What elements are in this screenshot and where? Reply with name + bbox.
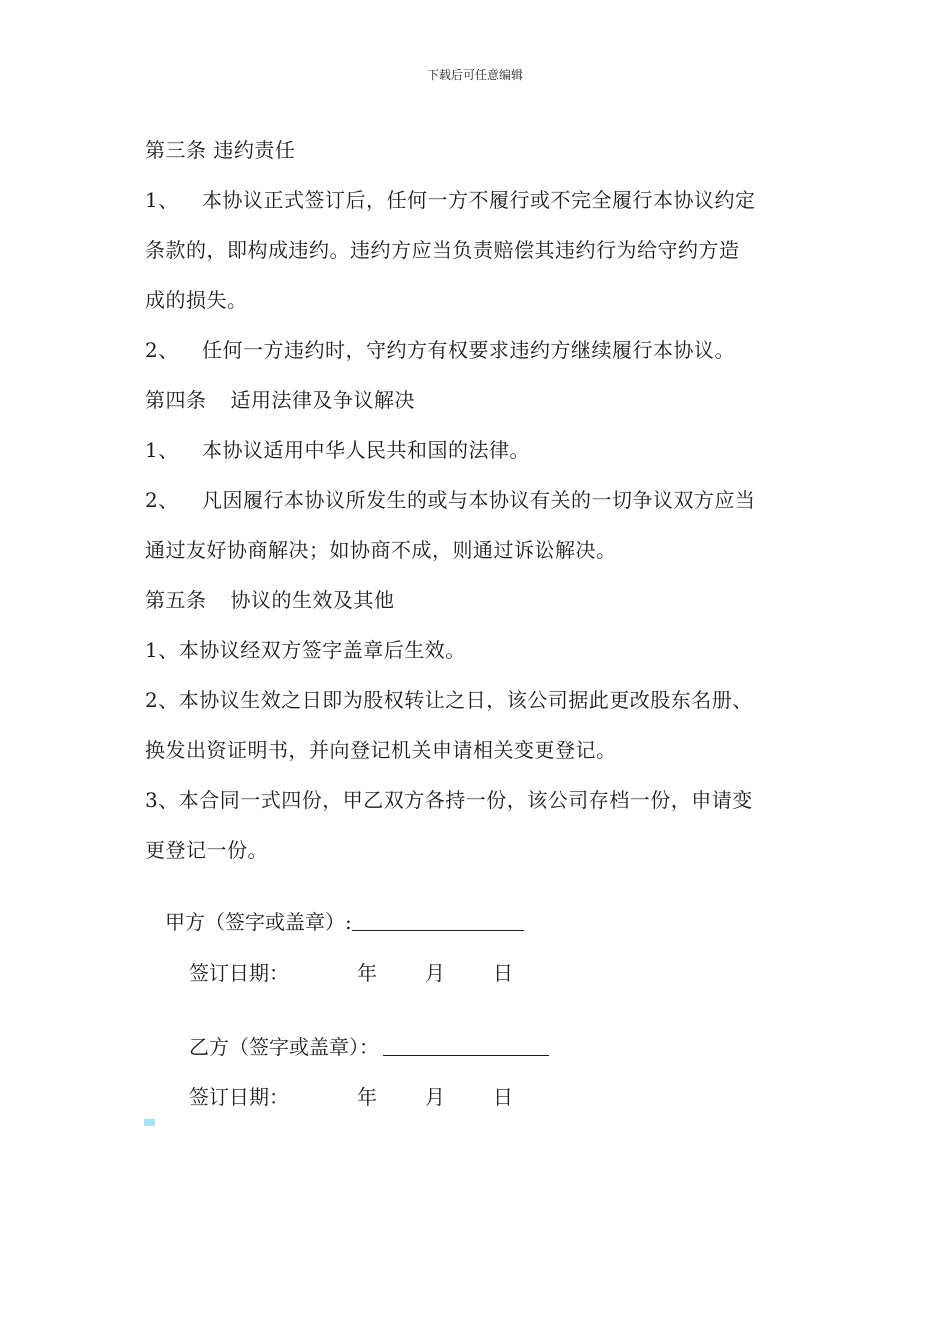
article-3-item-2-text: 任何一方违约时，守约方有权要求违约方继续履行本协议。 [202, 338, 735, 362]
text-cursor-marker [144, 1119, 155, 1126]
article-5-item-3-line-2: 更登记一份。 [145, 838, 268, 862]
article-4-item-1 [145, 437, 530, 463]
party-b-signature-field [383, 1035, 549, 1056]
article-4-item-2-line-1 [145, 487, 756, 513]
article-5-item-3-line-1: 3、本合同一式四份，甲乙双方各持一份，该公司存档一份，申请变 [145, 788, 753, 812]
article-4-item-1-number: 1、 [145, 438, 179, 462]
party-b-month: 月 [425, 1085, 445, 1109]
article-5-title [145, 587, 395, 613]
party-a-day: 日 [493, 961, 513, 985]
article-3-item-1-line-2: 条款的，即构成违约。违约方应当负责赔偿其违约行为给守约方造 [145, 238, 740, 262]
article-4-title [145, 387, 415, 413]
article-5-title-number: 第五条 [145, 588, 207, 612]
party-b-date-label: 签订日期： [189, 1085, 289, 1109]
party-a-signature-field [352, 910, 524, 931]
article-5-title-text: 协议的生效及其他 [230, 588, 395, 612]
party-b-date-line [189, 1084, 513, 1110]
article-5-item-2-line-1: 2、本协议生效之日即为股权转让之日，该公司据此更改股东名册、 [145, 688, 753, 712]
article-4-title-number: 第四条 [145, 388, 207, 412]
article-3-item-1-text-1: 本协议正式签订后，任何一方不履行或不完全履行本协议约定 [202, 188, 756, 212]
article-3-title: 第三条 违约责任 [145, 138, 296, 162]
party-a-date-label: 签订日期： [189, 961, 289, 985]
article-3-item-1-line-3: 成的损失。 [145, 288, 248, 312]
article-5-item-2-line-2: 换发出资证明书，并向登记机关申请相关变更登记。 [145, 738, 617, 762]
article-5-item-1: 1、本协议经双方签字盖章后生效。 [145, 638, 466, 662]
party-b-day: 日 [493, 1085, 513, 1109]
article-4-item-2-text-1: 凡因履行本协议所发生的或与本协议有关的一切争议双方应当 [202, 488, 756, 512]
article-4-item-2-number: 2、 [145, 488, 179, 512]
party-a-year: 年 [357, 961, 377, 985]
party-a-date-line [189, 960, 513, 986]
page-header-note: 下载后可任意编辑 [426, 68, 523, 82]
party-a-month: 月 [425, 961, 445, 985]
article-3-item-1-line-1 [145, 187, 756, 213]
article-4-item-2-line-2: 通过友好协商解决；如协商不成，则通过诉讼解决。 [145, 538, 617, 562]
article-3-item-2-number: 2、 [145, 338, 179, 362]
article-4-item-1-text: 本协议适用中华人民共和国的法律。 [202, 438, 530, 462]
party-b-signature-line [189, 1034, 549, 1060]
party-a-label: 甲方（签字或盖章）: [165, 910, 352, 934]
party-b-year: 年 [357, 1085, 377, 1109]
article-3-item-2 [145, 337, 735, 363]
party-a-signature-line [165, 909, 524, 935]
article-3-item-1-number: 1、 [145, 188, 179, 212]
party-b-label: 乙方（签字或盖章）： [189, 1035, 379, 1059]
article-4-title-text: 适用法律及争议解决 [230, 388, 415, 412]
